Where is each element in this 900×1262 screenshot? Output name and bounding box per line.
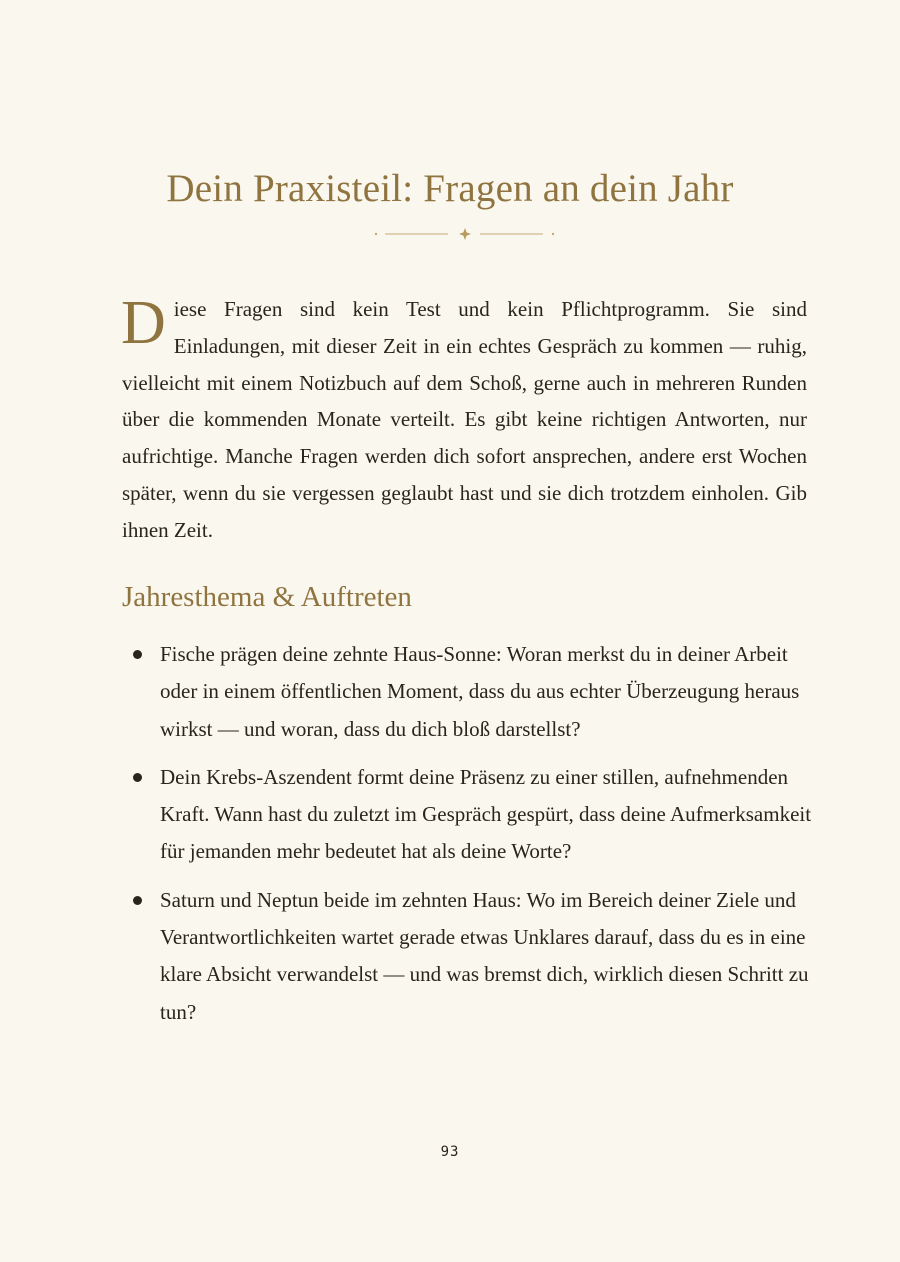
bullet-dot-icon xyxy=(133,896,142,905)
divider-star-ornament-icon xyxy=(370,224,560,244)
question-text: Fische prägen deine zehnte Haus-Sonne: Woran merkst du in deiner Arbeit oder in einem öffentlichen Moment, dass du aus echter Überzeugung heraus wirkst — und woran, dass du dich bloß darstellst? xyxy=(160,642,800,741)
drop-cap: D xyxy=(121,289,166,357)
page-title: Dein Praxisteil: Fragen an dein Jahr xyxy=(166,167,734,210)
question-item xyxy=(122,636,812,748)
intro-paragraph xyxy=(122,291,807,549)
question-list xyxy=(122,636,812,1042)
question-text: Saturn und Neptun beide im zehnten Haus: Wo im Bereich deiner Ziele und Verantwortlichkeiten wartet gerade etwas Unklares darauf, dass du es in eine klare Absicht verwandelst — und was bremst dich, wirklich diesen Schritt zu tun? xyxy=(160,887,809,1024)
question-text: Dein Krebs-Aszendent formt deine Präsenz zu einer stillen, aufnehmenden Kraft. Wann hast du zuletzt im Gespräch gespürt, dass deine Aufmerksamkeit für jemanden mehr bedeutet hat als deine Worte? xyxy=(160,764,812,864)
bullet-dot-icon xyxy=(133,650,142,659)
section-heading: Jahresthema & Auftreten xyxy=(122,581,412,613)
question-item xyxy=(122,882,812,1031)
bullet-dot-icon xyxy=(133,773,142,782)
question-item xyxy=(122,759,812,871)
page-number: 93 xyxy=(440,1144,460,1160)
intro-text: iese Fragen sind kein Test und kein Pflichtprogramm. Sie sind Einladungen, mit dieser Zeit in ein echtes Gespräch zu kommen — ruhig, vielleicht mit einem Notizbuch auf dem Schoß, gerne auch in mehreren Runden über die kommenden Monate verteilt. Es gibt keine richtigen Antworten, nur aufrichtige. Manche Fragen werden dich sofort ansprechen, andere erst Wochen später, wenn du sie vergessen geglaubt hast und sie dich trotzdem einholen. Gib ihnen Zeit. xyxy=(122,297,807,542)
